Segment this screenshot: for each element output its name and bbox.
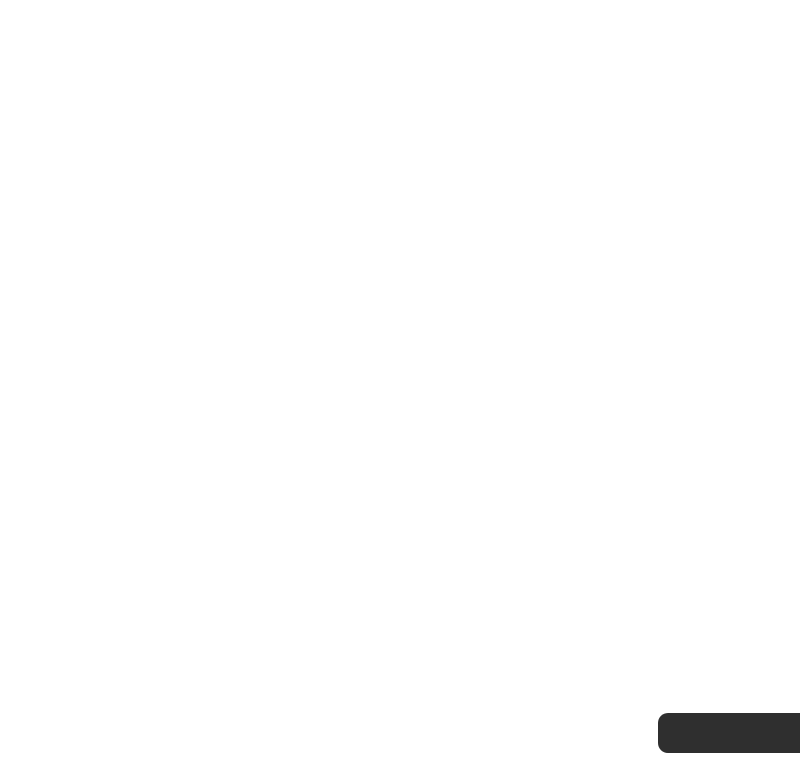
watermark-logo: [658, 713, 800, 753]
